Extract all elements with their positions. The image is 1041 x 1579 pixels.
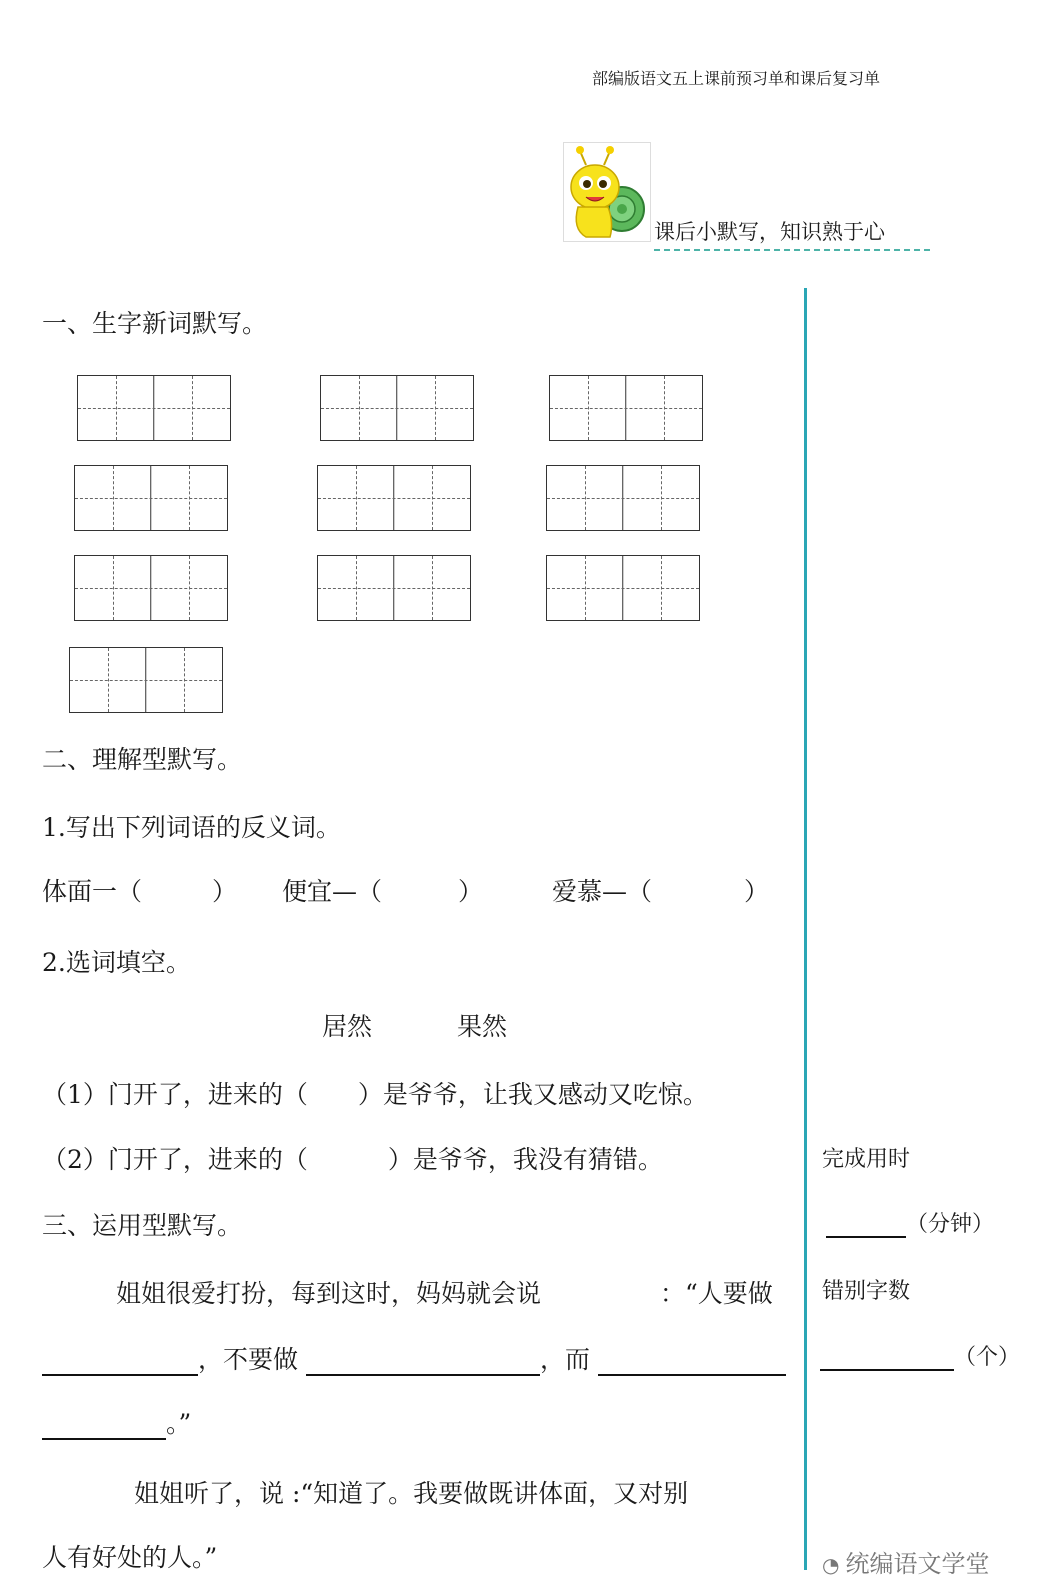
sentence-suffix: ）是爷爷，让我又感动又吃惊。	[357, 1080, 708, 1109]
para2-line2: 人有好处的人。”	[42, 1543, 218, 1572]
word-option: 居然	[322, 1012, 373, 1041]
errors-field[interactable]	[820, 1340, 1020, 1371]
para1-end: 。”	[166, 1409, 192, 1438]
para1-mid2: ，而	[540, 1345, 591, 1374]
antonym-close: ）	[744, 877, 770, 906]
margin-divider-line	[804, 288, 807, 1570]
antonym-word: 爱慕—（	[552, 877, 653, 906]
writing-grid[interactable]	[549, 375, 703, 441]
time-unit: （分钟）	[906, 1212, 995, 1237]
writing-grid[interactable]	[546, 465, 700, 531]
para1-line2	[42, 1340, 786, 1376]
sentence-prefix: （2）门开了，进来的（	[42, 1145, 308, 1174]
para2-line1: 姐姐听了，说 :“知道了。我要做既讲体面，又对别	[134, 1479, 689, 1508]
time-field[interactable]	[826, 1207, 994, 1238]
answer-blank[interactable]	[42, 1346, 198, 1376]
worksheet-subtitle: 课后小默写，知识熟于心	[654, 216, 930, 251]
writing-grid[interactable]	[320, 375, 474, 441]
time-blank[interactable]	[826, 1212, 906, 1238]
antonym-word: 便宜—（	[282, 877, 383, 906]
time-label: 完成用时	[822, 1147, 911, 1172]
sentence-prefix: （1）门开了，进来的（	[42, 1080, 308, 1109]
para1-line3	[42, 1404, 191, 1440]
errors-label: 错别字数	[822, 1279, 911, 1304]
writing-grid[interactable]	[546, 555, 700, 621]
antonym-item[interactable]	[282, 872, 483, 908]
writing-grid[interactable]	[317, 555, 471, 621]
answer-blank[interactable]	[42, 1410, 166, 1440]
antonym-close: ）	[458, 877, 484, 906]
antonym-item[interactable]	[552, 872, 769, 908]
writing-grid[interactable]	[74, 555, 228, 621]
errors-unit: （个）	[954, 1345, 1021, 1370]
section-2-title: 二、理解型默写。	[42, 745, 243, 774]
writing-grid[interactable]	[74, 465, 228, 531]
fill-sentence[interactable]	[42, 1140, 663, 1176]
section-3-title: 三、运用型默写。	[42, 1211, 243, 1240]
errors-blank[interactable]	[820, 1345, 954, 1371]
para1-mid1: ，不要做	[198, 1345, 299, 1374]
writing-grid[interactable]	[69, 647, 223, 713]
writing-grid[interactable]	[317, 465, 471, 531]
writing-grid[interactable]	[77, 375, 231, 441]
word-option: 果然	[457, 1012, 508, 1041]
fill-sentence[interactable]	[42, 1075, 708, 1111]
watermark	[822, 1544, 989, 1579]
question-1-title: 1.写出下列词语的反义词。	[42, 813, 341, 842]
section-1-title: 一、生字新词默写。	[42, 309, 268, 338]
wechat-icon: ◔	[822, 1553, 840, 1577]
para1-start: 姐姐很爱打扮，每到这时，妈妈就会说	[116, 1279, 542, 1308]
question-2-title: 2.选词填空。	[42, 948, 191, 977]
sentence-suffix: ）是爷爷，我没有猜错。	[387, 1145, 663, 1174]
antonym-word: 体面一（	[42, 877, 143, 906]
antonym-item[interactable]	[42, 872, 237, 908]
watermark-text: 统编语文学堂	[845, 1550, 990, 1578]
answer-blank[interactable]	[306, 1346, 540, 1376]
document-header-title: 部编版语文五上课前预习单和课后复习单	[592, 69, 881, 88]
answer-blank[interactable]	[598, 1346, 786, 1376]
snail-mascot-icon	[563, 142, 651, 242]
antonym-close: ）	[212, 877, 238, 906]
para1-quote-open: ：“人要做	[660, 1279, 773, 1308]
